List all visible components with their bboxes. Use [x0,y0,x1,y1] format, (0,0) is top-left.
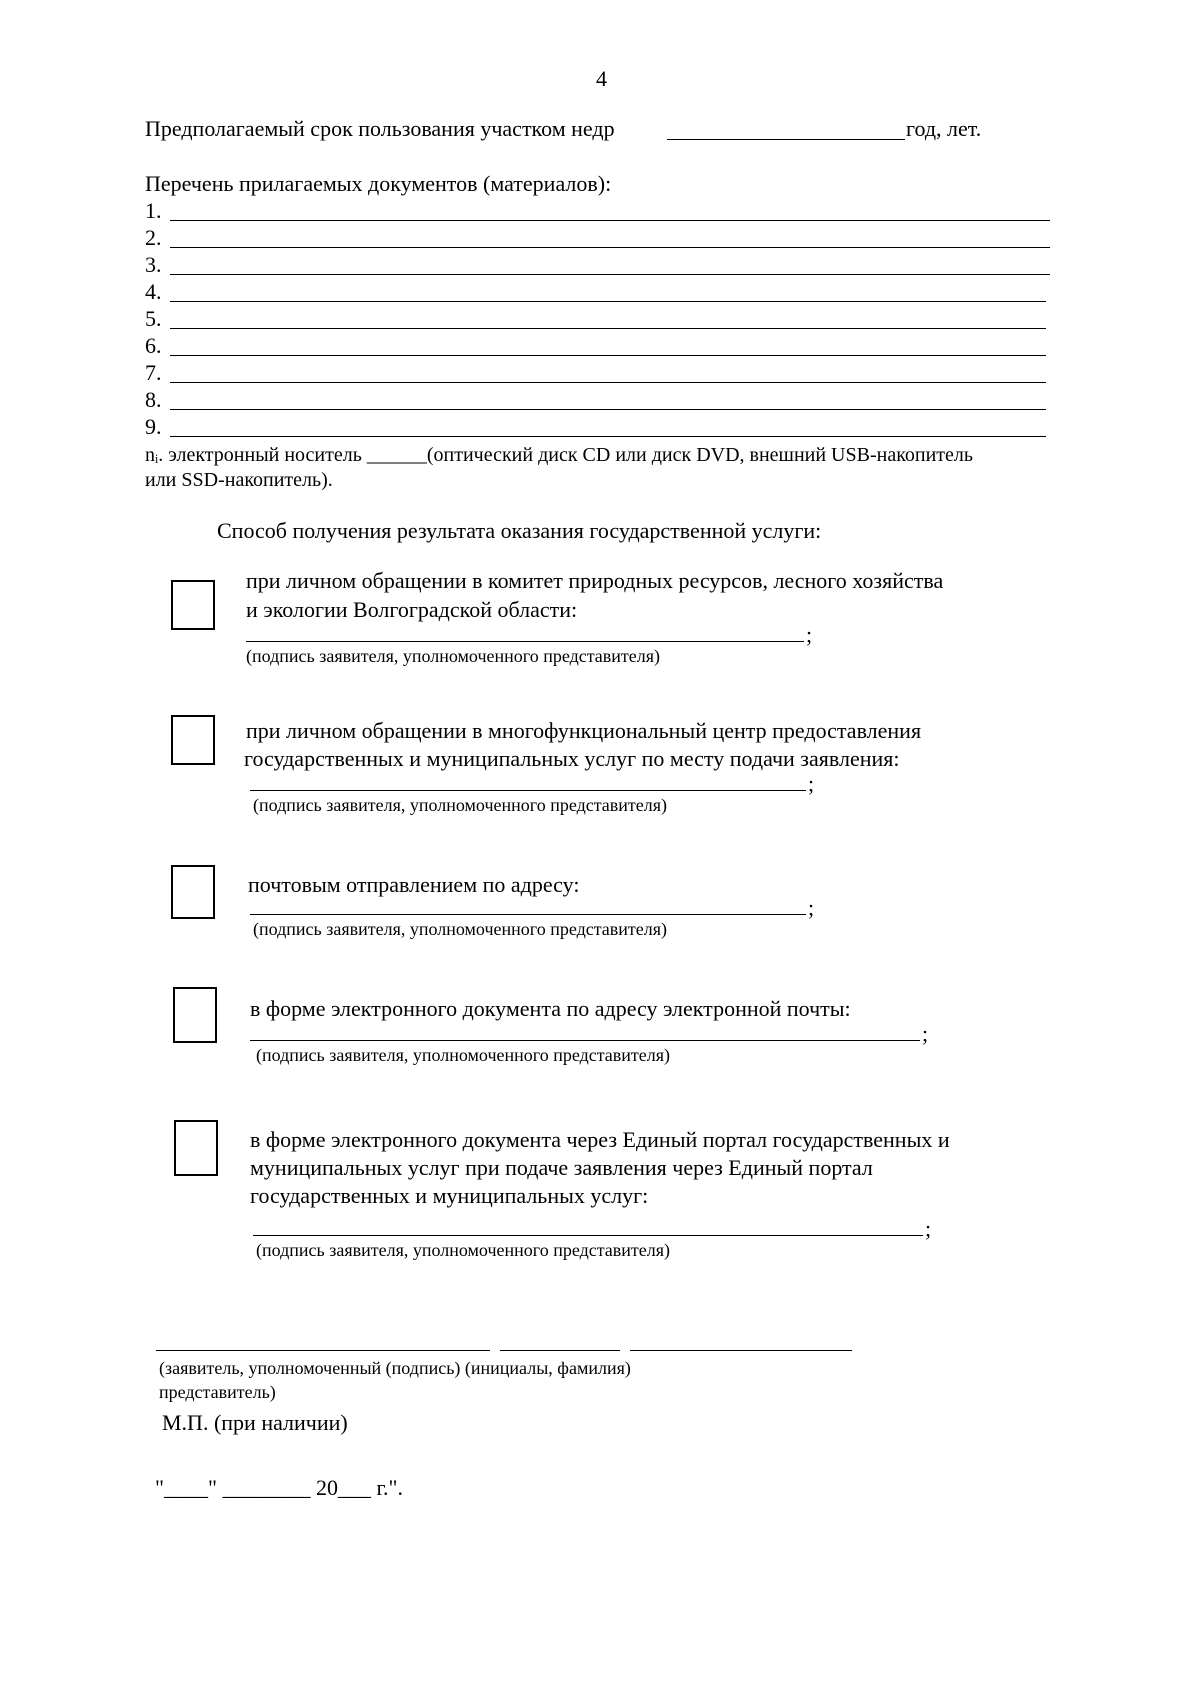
signature-line[interactable] [250,1040,920,1041]
option-text-line: и экологии Волгоградской области: [246,597,578,622]
signature-line[interactable] [250,790,806,791]
signature-line[interactable] [250,914,806,915]
option-text-line: муниципальных услуг при подаче заявления через Единый портал [250,1155,873,1180]
term-input-line[interactable] [667,139,905,140]
option-text-line: в форме электронного документа через Единый портал государственных и [250,1127,950,1152]
document-item-number: 8. [145,387,162,412]
document-item-line[interactable] [170,436,1046,437]
option-checkbox[interactable] [171,580,215,630]
signature-block-caption-line1: (заявитель, уполномоченный (подпись) (инициалы, фамилия) [159,1358,631,1378]
document-item-line[interactable] [170,382,1046,383]
document-item-line[interactable] [170,247,1050,248]
applicant-signature-line[interactable] [156,1350,490,1351]
semicolon: ; [925,1216,932,1241]
term-suffix: год, лет. [906,116,982,141]
method-heading: Способ получения результата оказания государственной услуги: [217,518,822,543]
option-text-line: почтовым отправлением по адресу: [248,872,580,897]
signature-caption: (подпись заявителя, уполномоченного представителя) [246,646,661,666]
document-item-line[interactable] [170,220,1050,221]
name-line[interactable] [630,1350,852,1351]
signature-caption: (подпись заявителя, уполномоченного представителя) [256,1240,671,1260]
documents-heading: Перечень прилагаемых документов (материалов): [145,171,612,196]
semicolon: ; [808,895,815,920]
option-text-line: при личном обращении в многофункциональный центр предоставления [246,718,922,743]
stamp-note: М.П. (при наличии) [162,1410,348,1435]
document-item-number: 4. [145,279,162,304]
document-item-line[interactable] [170,409,1046,410]
document-item-number: 5. [145,306,162,331]
option-checkbox[interactable] [171,865,215,919]
option-checkbox[interactable] [174,1120,218,1176]
document-item-line[interactable] [170,355,1046,356]
option-text-line: при личном обращении в комитет природных ресурсов, лесного хозяйства [246,568,944,593]
option-checkbox[interactable] [173,987,217,1043]
semicolon: ; [922,1021,929,1046]
document-item-line[interactable] [170,274,1050,275]
document-item-number: 3. [145,252,162,277]
option-text-line: государственных и муниципальных услуг по месту подачи заявления: [244,746,900,771]
document-item-number: 2. [145,225,162,250]
term-label: Предполагаемый срок пользования участком недр [145,116,615,141]
document-item-number: 9. [145,414,162,439]
document-item-number: 1. [145,198,162,223]
electronic-media-line1: nᵢ. электронный носитель ______(оптический диск CD или диск DVD, внешний USB-накопитель [145,444,974,466]
document-item-number: 7. [145,360,162,385]
document-item-line[interactable] [170,301,1046,302]
signature-caption: (подпись заявителя, уполномоченного представителя) [253,919,668,939]
page-number: 4 [596,66,607,91]
option-text-line: государственных и муниципальных услуг: [250,1183,649,1208]
signature-line[interactable] [246,641,804,642]
signature-line[interactable] [253,1235,923,1236]
electronic-media-line2: или SSD-накопитель). [145,469,333,491]
signature-caption: (подпись заявителя, уполномоченного представителя) [253,795,668,815]
signature-block-caption-line2: представитель) [159,1382,276,1402]
document-item-number: 6. [145,333,162,358]
signature-caption: (подпись заявителя, уполномоченного представителя) [256,1045,671,1065]
date-field[interactable]: "____" ________ 20___ г.". [155,1475,403,1500]
option-text-line: в форме электронного документа по адресу электронной почты: [250,996,851,1021]
option-checkbox[interactable] [171,715,215,765]
document-item-line[interactable] [170,328,1046,329]
semicolon: ; [808,771,815,796]
semicolon: ; [806,622,813,647]
signature-line[interactable] [500,1350,620,1351]
